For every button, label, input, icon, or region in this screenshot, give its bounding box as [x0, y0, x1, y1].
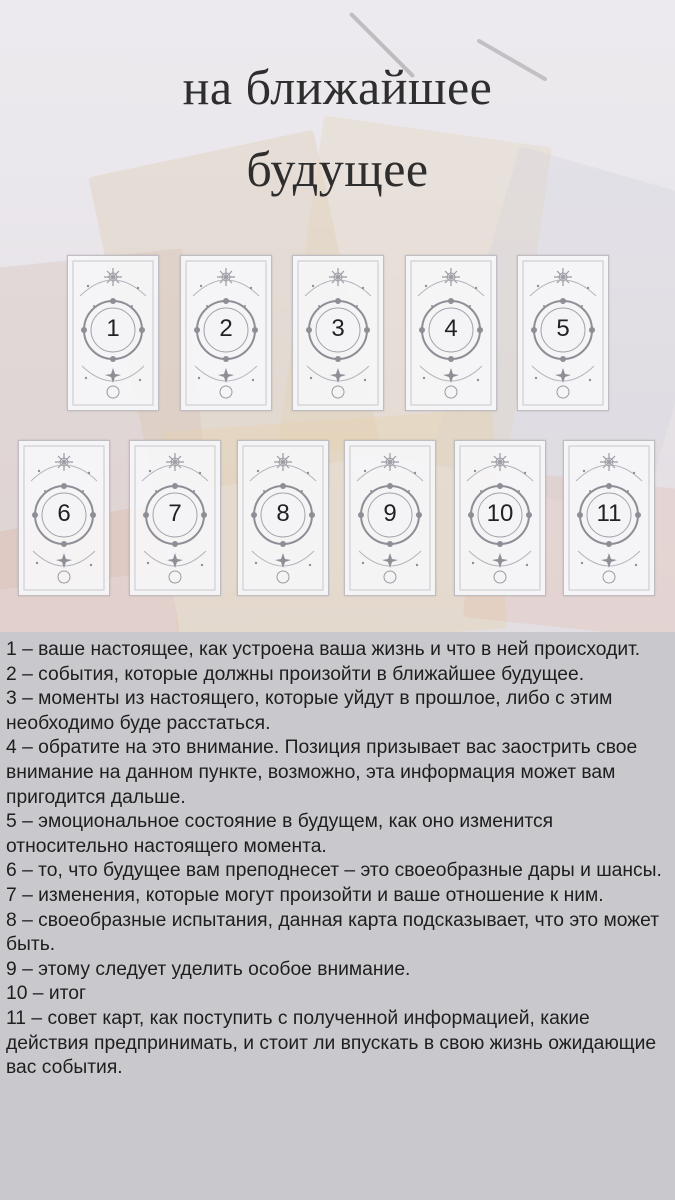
- card-number: 1: [106, 315, 120, 342]
- positions-panel: [0, 632, 675, 1200]
- tarot-card: [517, 255, 609, 411]
- position-item: 11 – совет карт, как поступить с полученной информацией, какие действия предпринимать, и стоит ли впускать в свою жизнь ожидающие вас события.: [6, 1007, 657, 1079]
- card-number: 11: [596, 500, 622, 527]
- position-item: 2 – события, которые должны произойти в ближайшее будущее.: [6, 663, 585, 685]
- tarot-card: [454, 440, 546, 596]
- card-number: 3: [331, 315, 345, 342]
- card-number: 6: [57, 500, 71, 527]
- position-item: 1 – ваше настоящее, как устроена ваша жизнь и что в ней происходит.: [6, 639, 641, 660]
- card-number: 10: [486, 500, 514, 527]
- position-item: 7 – изменения, которые могут произойти и ваше отношение к ним.: [6, 884, 604, 906]
- tarot-card: [563, 440, 655, 596]
- position-item: 8 – своеобразные испытания, данная карта подсказывает, что это может быть.: [6, 909, 660, 956]
- tarot-card: [180, 255, 272, 411]
- card-number: 5: [556, 315, 570, 342]
- position-item: 6 – то, что будущее вам преподнесет – это своеобразные дары и шансы.: [6, 860, 662, 882]
- position-item: 10 – итог: [6, 983, 87, 1005]
- position-item: 9 – этому следует уделить особое внимание.: [6, 958, 411, 980]
- tarot-card: [129, 440, 221, 596]
- tarot-card: [67, 255, 159, 411]
- card-number: 4: [444, 315, 458, 342]
- position-item: 5 – эмоциональное состояние в будущем, как оно изменится относительно настоящего момента.: [6, 811, 554, 857]
- tarot-card: [18, 440, 110, 596]
- page-title-line-2: будущее: [246, 141, 429, 197]
- card-number: 7: [168, 500, 182, 527]
- position-item: 3 – моменты из настоящего, которые уйдут в прошлое, либо с этим необходимо буде расстаться.: [6, 688, 613, 734]
- tarot-card: [237, 440, 329, 596]
- card-number: 9: [383, 500, 397, 527]
- positions-list: [0, 632, 675, 1081]
- tarot-card: [292, 255, 384, 411]
- tarot-card: [344, 440, 436, 596]
- card-number: 2: [219, 315, 233, 342]
- position-item: 4 – обратите на это внимание. Позиция призывает вас заострить свое внимание на данном пункте, возможно, эта информация может вам пригодится дальше.: [6, 737, 638, 808]
- tarot-card: [405, 255, 497, 411]
- page-title-line-1: на ближайшее: [182, 59, 493, 115]
- card-number: 8: [276, 500, 290, 527]
